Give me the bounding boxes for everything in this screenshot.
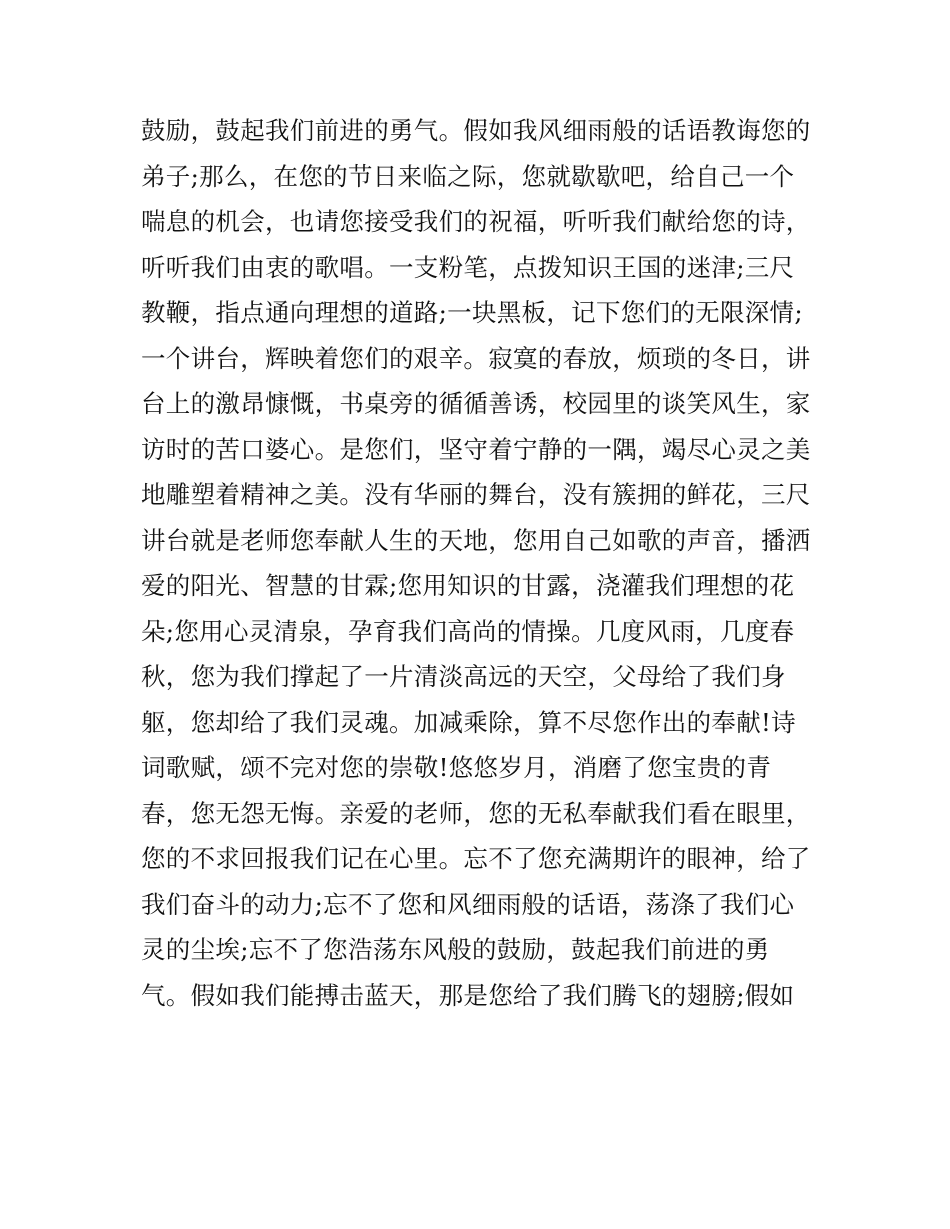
text-line: 爱的阳光、智慧的甘霖;您用知识的甘露，浇灌我们理想的花 <box>141 571 795 600</box>
text-line: 访时的苦口婆心。是您们，坚守着宁静的一隅，竭尽心灵之美 <box>141 434 811 464</box>
text-line: 朵;您用心灵清泉，孕育我们高尚的情操。几度风雨，几度春 <box>141 616 795 646</box>
text-line: 喘息的机会，也请您接受我们的祝福，听听我们献给您的诗， <box>141 207 811 236</box>
text-line: 秋，您为我们撑起了一片清淡高远的天空，父母给了我们身 <box>141 662 786 691</box>
text-line: 教鞭，指点通向理想的道路;一块黑板，记下您们的无限深情; <box>141 298 803 327</box>
text-line: 气。假如我们能搏击蓝天，那是您给了我们腾飞的翅膀;假如 <box>141 980 795 1010</box>
text-line: 听听我们由衷的歌唱。一支粉笔，点拨知识王国的迷津;三尺 <box>141 252 795 282</box>
text-line: 您的不求回报我们记在心里。忘不了您充满期许的眼神，给了 <box>141 844 811 873</box>
text-line: 灵的尘埃;忘不了您浩荡东风般的鼓励，鼓起我们前进的勇 <box>141 935 770 964</box>
text-line: 春，您无怨无悔。亲爱的老师，您的无私奉献我们看在眼里， <box>141 798 811 828</box>
text-line: 弟子;那么，在您的节日来临之际，您就歇歇吧，给自己一个 <box>141 161 795 191</box>
text-line: 台上的激昂慷慨，书桌旁的循循善诱，校园里的谈笑风生，家 <box>141 389 811 418</box>
body-text <box>141 108 821 1018</box>
text-line: 词歌赋，颂不完对您的崇敬!悠悠岁月，消磨了您宝贵的青 <box>141 753 772 782</box>
text-line: 鼓励，鼓起我们前进的勇气。假如我风细雨般的话语教诲您的 <box>141 116 811 145</box>
text-line: 一个讲台，辉映着您们的艰辛。寂寞的春放，烦琐的冬日，讲 <box>141 343 811 373</box>
text-line: 躯，您却给了我们灵魂。加减乘除，算不尽您作出的奉献!诗 <box>141 707 796 737</box>
text-line: 我们奋斗的动力;忘不了您和风细雨般的话语，荡涤了我们心 <box>141 889 795 919</box>
text-line: 地雕塑着精神之美。没有华丽的舞台，没有簇拥的鲜花，三尺 <box>141 480 811 509</box>
text-line: 讲台就是老师您奉献人生的天地，您用自己如歌的声音，播洒 <box>141 525 811 555</box>
